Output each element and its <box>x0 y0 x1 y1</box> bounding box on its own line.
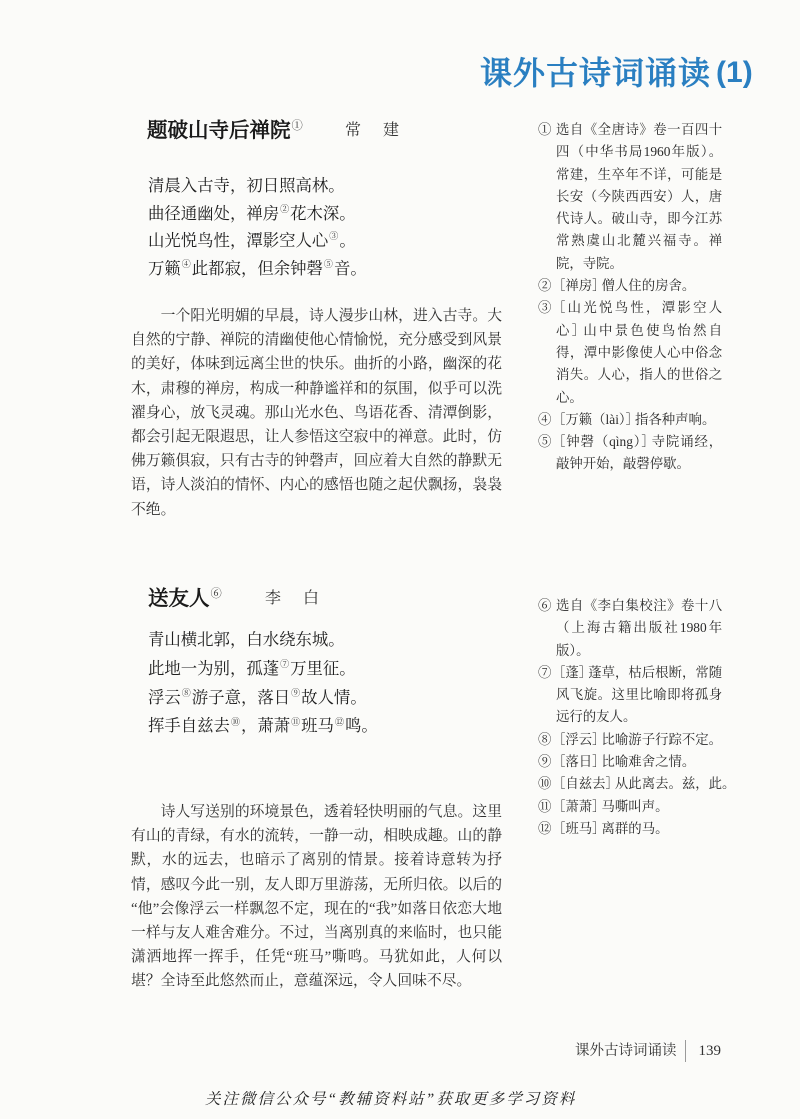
footnote-number: ④ <box>538 411 552 427</box>
footer-section-label: 课外古诗词诵读 <box>575 1043 677 1059</box>
footnote-number: ③ <box>538 300 552 316</box>
footnote-text: ［落日］比喻难舍之情。 <box>551 754 696 770</box>
poem-title: 题破山寺后禅院① <box>147 119 303 142</box>
footnote-number: ⑫ <box>538 820 552 836</box>
poem-body <box>148 172 367 282</box>
section-header <box>480 48 753 98</box>
footnote <box>538 431 738 476</box>
poem-body <box>148 626 378 741</box>
footnote-number: ⑩ <box>538 776 552 792</box>
footnote-number: ⑤ <box>538 434 552 450</box>
note-reference-mark: ④ <box>181 258 191 269</box>
footnote-text: ［浮云］比喻游子行踪不定。 <box>551 731 723 747</box>
page-number: 139 <box>698 1043 721 1059</box>
footnote-text: 选自《李白集校注》卷十八（上海古籍出版社1980年版）。 <box>556 598 723 658</box>
poem-line: 清晨入古寺，初日照高林。 <box>148 176 345 195</box>
poem-title: 送友人⑥ <box>148 587 222 610</box>
poem-line: 曲径通幽处，禅房②花木深。 <box>148 203 356 223</box>
footnote <box>538 119 738 275</box>
poem-author: 李白 <box>265 590 342 607</box>
footnote <box>538 595 738 662</box>
note-reference-mark: ① <box>291 119 303 132</box>
section-number: (1) <box>716 56 753 89</box>
note-reference-mark: ② <box>280 203 290 214</box>
footnote <box>538 662 738 729</box>
poem-line: 挥手自兹去⑩，萧萧⑪班马⑫鸣。 <box>148 716 378 736</box>
note-reference-mark: ⑪ <box>291 716 301 727</box>
poem-line: 此地一为别，孤蓬⑦万里征。 <box>148 658 356 678</box>
footer-divider <box>685 1040 686 1062</box>
footnote-text: ［萧萧］马嘶叫声。 <box>551 798 669 814</box>
footnote-text: ［万籁（lài）］指各种声响。 <box>551 411 716 427</box>
poem-line: 浮云⑧游子意，落日⑨故人情。 <box>148 687 367 707</box>
footnote <box>538 275 738 297</box>
footnote-list <box>538 119 738 476</box>
note-reference-mark: ⑩ <box>230 716 240 727</box>
footnote-text: ［钟磬（qìng）］寺院诵经，敲钟开始，敲磬停歇。 <box>551 434 723 472</box>
note-reference-mark: ⑤ <box>323 258 333 269</box>
note-reference-mark: ⑦ <box>280 659 290 670</box>
note-reference-mark: ⑧ <box>181 687 191 698</box>
page-footer <box>575 1039 721 1063</box>
poem-line: 青山横北郭，白水绕东城。 <box>148 630 345 649</box>
appreciation-paragraph: 诗人写送别的环境景色，透着轻快明丽的气息。这里有山的青绿，有水的流转，一静一动，相映成趣。山的静默，水的远去，也暗示了离别的情景。接着诗意转为抒情，感叹今此一别，友人即万里游荡，无所归依。以后的“他”会像浮云一样飘忽不定，现在的“我”如落日依恋大地一样与友人难舍难分。不过，当离别真的来临时，也只能潇洒地挥一挥手，任凭“班马”嘶鸣。马犹如此，人何以堪？全诗至此悠然而止，意蕴深远，令人回味不尽。 <box>131 804 502 990</box>
footnote-number: ② <box>538 278 552 294</box>
appreciation-paragraph: 一个阳光明媚的早晨，诗人漫步山林，进入古寺。大自然的宁静、禅院的清幽使他心情愉悦，充分感受到风景的美好，体味到远离尘世的快乐。曲折的小路，幽深的花木，肃穆的禅房，构成一种静谧祥和的氛围，似乎可以洗濯身心，放飞灵魂。那山光水色、鸟语花香、清潭倒影，都会引起无限遐思，让人参悟这空寂中的禅意。此时，仿佛万籁俱寂，只有古寺的钟磬声，回应着大自然的静默无语，诗人淡泊的情怀、内心的感悟也随之起伏飘扬，袅袅不绝。 <box>131 308 502 518</box>
footnote-text: ［蓬］蓬草，枯后根断，常随风飞旋。这里比喻即将孤身远行的友人。 <box>551 664 723 725</box>
footnote-text: 选自《全唐诗》卷一百四十四（中华书局1960年版）。常建，生卒年不详，可能是长安（今陕西西安）人，唐代诗人。破山寺，即今江苏常熟虞山北麓兴福寺。禅院，寺院。 <box>556 122 723 271</box>
note-reference-mark: ⑫ <box>334 716 344 727</box>
note-reference-mark: ③ <box>329 231 339 242</box>
footnote-number: ⑧ <box>538 731 552 747</box>
footnote-number: ⑨ <box>538 754 552 770</box>
footnote-number: ⑦ <box>538 664 552 680</box>
note-reference-mark: ⑨ <box>291 687 301 698</box>
footnote <box>538 773 738 795</box>
poem-line: 山光悦鸟性，潭影空人心③。 <box>148 231 356 250</box>
promo-text: 关注微信公众号“教辅资料站”获取更多学习资料 <box>205 1091 577 1108</box>
note-reference-mark: ⑥ <box>210 587 222 600</box>
footnote-number: ⑪ <box>538 798 552 814</box>
footnote <box>538 729 738 751</box>
footnote-number: ① <box>538 122 552 137</box>
footnote-text: ［山光悦鸟性，潭影空人心］山中景色使鸟怡然自得，潭中影像使人心中俗念消失。人心，指人的世俗之心。 <box>551 300 723 405</box>
footnote-text: ［禅房］僧人住的房舍。 <box>551 278 696 294</box>
footnote <box>538 751 738 773</box>
footnote <box>538 796 738 818</box>
footnote <box>538 818 738 840</box>
poem-line: 万籁④此都寂，但余钟磬⑤音。 <box>148 258 367 278</box>
footnote-list <box>538 595 738 840</box>
footnote-number: ⑥ <box>538 598 552 613</box>
section-title: 课外古诗词诵读 <box>480 55 712 91</box>
footnote-text: ［班马］离群的马。 <box>551 820 669 836</box>
poem-author: 常建 <box>345 122 422 139</box>
footnote-text: ［自兹去］从此离去。兹，此。 <box>551 776 736 792</box>
footnote <box>538 409 738 431</box>
footnote <box>538 297 738 408</box>
